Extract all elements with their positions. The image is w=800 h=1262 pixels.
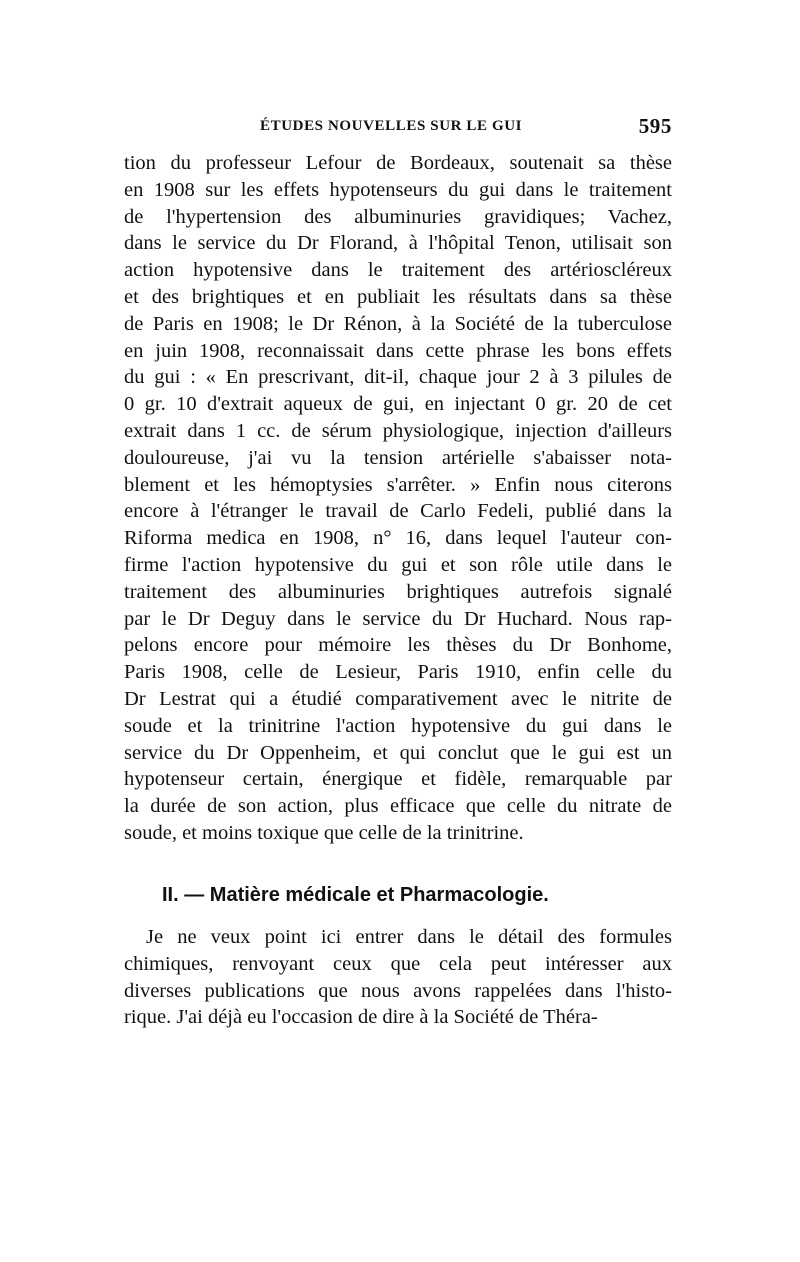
text-line: Paris 1908, celle de Lesieur, Paris 1910, enfin celle du	[124, 661, 672, 684]
text-line: douloureuse, j'ai vu la tension artérielle s'abaisser nota-	[124, 446, 672, 469]
page-number: 595	[638, 114, 672, 138]
running-head	[124, 114, 672, 142]
text-line: de Paris en 1908; le Dr Rénon, à la Société de la tuberculose	[124, 312, 672, 335]
text-line: par le Dr Deguy dans le service du Dr Huchard. Nous rap-	[124, 607, 672, 630]
text-line: dans le service du Dr Florand, à l'hôpital Tenon, utilisait son	[124, 232, 672, 255]
text-line: service du Dr Oppenheim, et qui conclut que le gui est un	[124, 741, 672, 764]
text-line: encore à l'étranger le travail de Carlo Fedeli, publié dans la	[124, 500, 672, 523]
text-line: pelons encore pour mémoire les thèses du Dr Bonhome,	[124, 634, 672, 657]
text-line: en 1908 sur les effets hypotenseurs du gui dans le traitement	[124, 178, 672, 201]
paragraph-1	[124, 150, 672, 847]
paragraph-2	[124, 924, 672, 1031]
text-line: la durée de son action, plus efficace que celle du nitrate de	[124, 795, 672, 818]
running-title: ÉTUDES NOUVELLES SUR LE GUI	[260, 118, 523, 134]
section-heading: II. — Matière médicale et Pharmacologie.	[162, 884, 549, 906]
text-line: Riforma medica en 1908, n° 16, dans lequel l'auteur con-	[124, 527, 672, 550]
text-line: tion du professeur Lefour de Bordeaux, soutenait sa thèse	[124, 152, 672, 174]
text-line: du gui : « En prescrivant, dit-il, chaque jour 2 à 3 pilules de	[124, 366, 672, 389]
text-line: Je ne veux point ici entrer dans le détail des formules	[146, 926, 672, 948]
text-line: extrait dans 1 cc. de sérum physiologique, injection d'ailleurs	[124, 419, 672, 442]
text-line: Dr Lestrat qui a étudié comparativement avec le nitrite de	[124, 687, 672, 710]
text-line: rique. J'ai déjà eu l'occasion de dire à la Société de Théra-	[124, 1006, 598, 1029]
text-line: firme l'action hypotensive du gui et son rôle utile dans le	[124, 553, 672, 576]
text-line: traitement des albuminuries brightiques autrefois signalé	[124, 580, 672, 603]
text-line: chimiques, renvoyant ceux que cela peut intéresser aux	[124, 952, 672, 975]
text-line: 0 gr. 10 d'extrait aqueux de gui, en injectant 0 gr. 20 de cet	[124, 393, 672, 416]
text-line: en juin 1908, reconnaissait dans cette phrase les bons effets	[124, 339, 672, 362]
text-line: action hypotensive dans le traitement des artérioscléreux	[124, 259, 672, 282]
text-line: de l'hypertension des albuminuries gravidiques; Vachez,	[124, 205, 672, 228]
text-line: diverses publications que nous avons rappelées dans l'histo-	[124, 979, 672, 1002]
text-line: blement et les hémoptysies s'arrêter. » Enfin nous citerons	[124, 473, 672, 496]
text-line: hypotenseur certain, énergique et fidèle, remarquable par	[124, 768, 672, 791]
text-line: et des brightiques et en publiait les résultats dans sa thèse	[124, 285, 672, 308]
text-line: soude, et moins toxique que celle de la trinitrine.	[124, 821, 524, 844]
text-line: soude et la trinitrine l'action hypotensive du gui dans le	[124, 714, 672, 737]
